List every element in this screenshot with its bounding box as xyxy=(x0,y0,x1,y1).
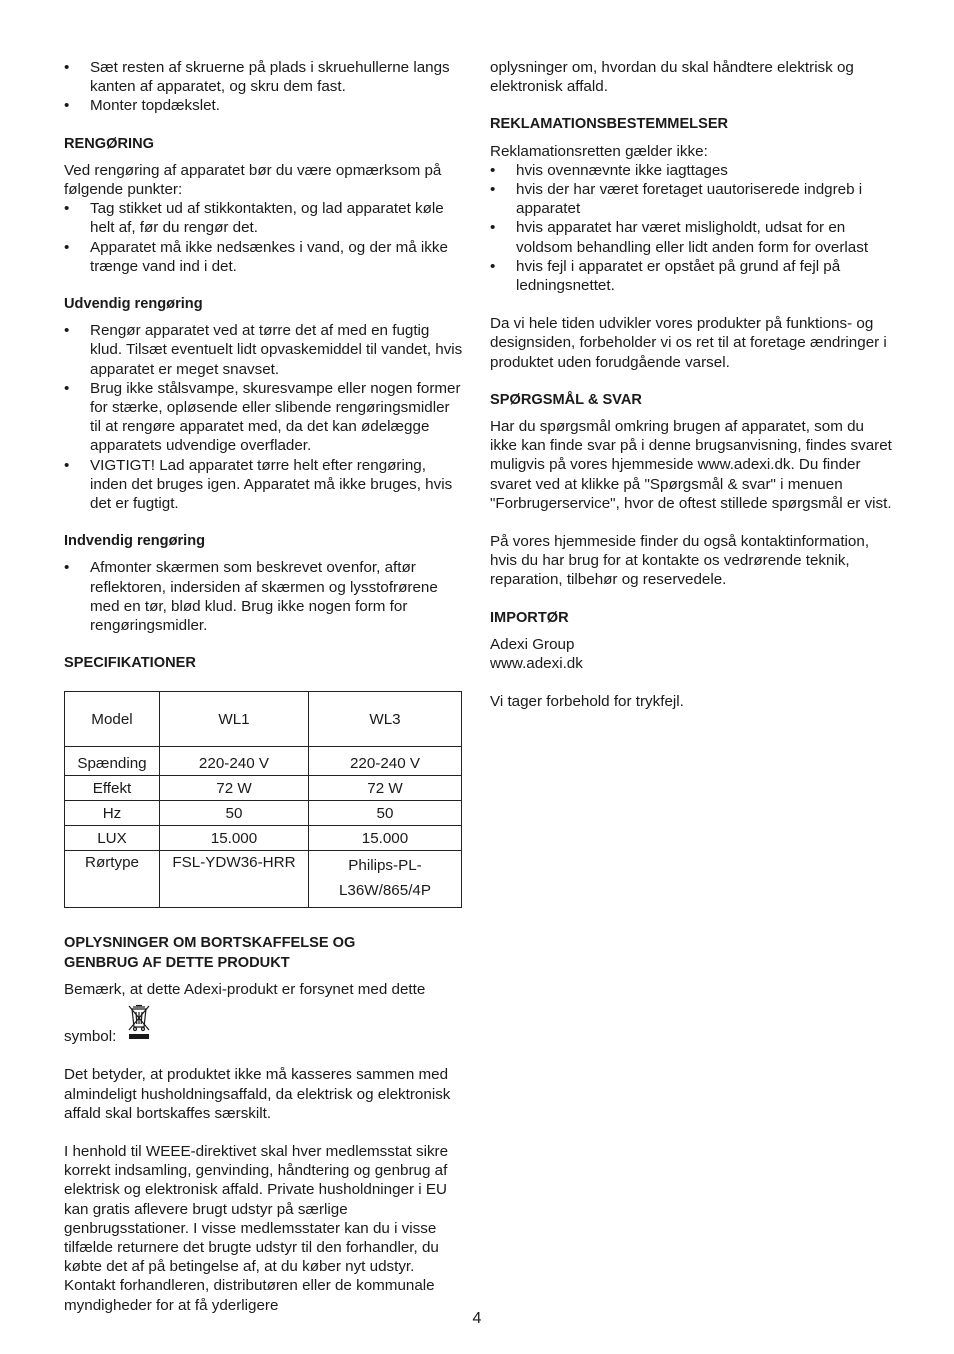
table-cell: Spænding xyxy=(65,747,160,776)
importor-company: Adexi Group xyxy=(490,635,575,653)
reklamation-heading: REKLAMATIONSBESTEMMELSER xyxy=(490,116,729,133)
list-item: • VIGTIGT! Lad apparatet tørre helt efter rengøring, inden det bruges igen. Apparatet må ikke bruges, hvis det er fugtigt. xyxy=(64,456,464,514)
indvendig-heading: Indvendig rengøring xyxy=(64,533,206,550)
table-cell: LUX xyxy=(65,826,160,851)
table-row xyxy=(65,747,462,776)
page-number: 4 xyxy=(472,1310,482,1327)
faq-para2: På vores hjemmeside finder du også kontaktinformation, hvis du har brug for at kontakte os vedrørende teknik, reparation, tilbehør og reservedele. xyxy=(490,533,870,589)
table-cell: 15.000 xyxy=(308,826,461,851)
rengoring-bullet-list xyxy=(64,199,464,276)
table-header-cell: WL1 xyxy=(159,692,308,747)
list-item: • hvis apparatet har været misligholdt, udsat for en voldsom behandling eller lidt anden form for overlast xyxy=(490,218,895,256)
table-cell: FSL-YDW36-HRR xyxy=(159,851,308,908)
continuation-text: oplysninger om, hvordan du skal håndtere elektrisk og elektronisk affald. xyxy=(490,59,854,96)
table-row xyxy=(65,851,462,908)
table-cell: Philips-PL-L36W/865/4P xyxy=(308,851,461,908)
specifikationer-heading: SPECIFIKATIONER xyxy=(64,655,196,672)
table-cell: 15.000 xyxy=(159,826,308,851)
table-header-cell: WL3 xyxy=(308,692,461,747)
bortskaffelse-para2: I henhold til WEEE-direktivet skal hver medlemsstat sikre korrekt indsamling, genvinding, håndtering og genbrug af elektrisk og elektronisk affald. Private husholdninger i EU kan gratis aflevere brugt udstyr på særlige genbrugsstationer. I visse medlemsstater kan du i visse tilfælde returnere det brugte udstyr til den forhandler, du købte det af på betingelse af, at du køber nyt udstyr. Kontakt forhandleren, distributøren eller de kommunale myndigheder for at få yderligere xyxy=(64,1142,449,1314)
reklamation-intro: Reklamationsretten gælder ikke: xyxy=(490,142,708,160)
table-header-cell: Model xyxy=(65,692,160,747)
rengoring-heading: RENGØRING xyxy=(64,135,154,152)
list-item: • Monter topdækslet. xyxy=(64,96,464,115)
faq-para1: Har du spørgsmål omkring brugen af apparatet, som du ikke kan finde svar på i denne brugsanvisning, findes svaret muligvis på vores hjemmeside www.adexi.dk. Du finder svaret ved at klikke på "Spørgsmål & svar" i menuen "Forbrugerservice", hvor de oftest stillede spørgsmål er vist. xyxy=(490,418,892,512)
symbol-line xyxy=(64,1003,464,1046)
udvendig-bullet-list xyxy=(64,321,464,513)
importor-website: www.adexi.dk xyxy=(490,655,583,673)
rengoring-intro: Ved rengøring af apparatet bør du være opmærksom på følgende punkter: xyxy=(64,161,442,199)
list-item: • Afmonter skærmen som beskrevet ovenfor, aftør reflektoren, indersiden af skærmen og lysstofrørene med en tør, blød klud. Brug ikke nogen form for rengøringsmidler. xyxy=(64,558,464,635)
list-item: • hvis ovennævnte ikke iagttages xyxy=(490,161,895,180)
list-item: • Rengør apparatet ved at tørre det af med en fugtig klud. Tilsæt eventuelt lidt opvaskemiddel til vandet, hvis apparatet er meget snavset. xyxy=(64,321,464,379)
importor-heading: IMPORTØR xyxy=(490,609,569,626)
list-item: • Tag stikket ud af stikkontakten, og lad apparatet køle helt af, før du rengør det. xyxy=(64,199,464,237)
importor-disclaimer: Vi tager forbehold for trykfejl. xyxy=(490,693,684,711)
spec-table xyxy=(64,691,462,908)
symbol-label: symbol: xyxy=(64,1028,117,1046)
table-cell: 50 xyxy=(308,801,461,826)
intro-bullet-list xyxy=(64,58,464,116)
table-cell: 72 W xyxy=(308,776,461,801)
list-item: • Apparatet må ikke nedsænkes i vand, og der må ikke trænge vand ind i det. xyxy=(64,238,464,276)
bortskaffelse-intro: Bemærk, at dette Adexi-produkt er forsynet med dette xyxy=(64,980,426,998)
bortskaffelse-heading-line1: OPLYSNINGER OM BORTSKAFFELSE OG xyxy=(64,935,356,952)
table-row xyxy=(65,826,462,851)
bortskaffelse-para1: Det betyder, at produktet ikke må kasseres sammen med almindeligt husholdningsaffald, da elektrisk og elektronisk affald skal bortskaffes særskilt. xyxy=(64,1066,451,1122)
left-column xyxy=(64,58,464,1315)
right-column xyxy=(490,58,895,711)
table-header-row xyxy=(65,692,462,747)
table-cell: Rørtype xyxy=(65,851,160,908)
reklamation-bullet-list xyxy=(490,161,895,295)
list-item: • Brug ikke stålsvampe, skuresvampe eller nogen former for stærke, opløsende eller slibende rengøringsmidler til at rengøre apparatet med, da det kan ødelægge apparatets udvendige overflader. xyxy=(64,379,464,456)
table-cell: Effekt xyxy=(65,776,160,801)
table-cell: Hz xyxy=(65,801,160,826)
table-cell: 220-240 V xyxy=(159,747,308,776)
table-row xyxy=(65,801,462,826)
list-item: • hvis fejl i apparatet er opstået på grund af fejl på ledningsnettet. xyxy=(490,257,895,295)
table-cell: 50 xyxy=(159,801,308,826)
table-cell: 72 W xyxy=(159,776,308,801)
list-item: • hvis der har været foretaget uautoriserede indgreb i apparatet xyxy=(490,180,895,218)
weee-crossed-bin-icon xyxy=(126,1003,152,1046)
reklamation-para: Da vi hele tiden udvikler vores produkter på funktions- og designsiden, forbeholder vi os ret til at foretage ændringer i produktet uden forudgående varsel. xyxy=(490,315,887,371)
indvendig-bullet-list xyxy=(64,558,464,635)
faq-heading: SPØRGSMÅL & SVAR xyxy=(490,391,642,408)
table-cell: 220-240 V xyxy=(308,747,461,776)
bortskaffelse-heading-line2: GENBRUG AF DETTE PRODUKT xyxy=(64,954,290,971)
list-item: • Sæt resten af skruerne på plads i skruehullerne langs kanten af apparatet, og skru dem fast. xyxy=(64,58,464,96)
table-row xyxy=(65,776,462,801)
udvendig-heading: Udvendig rengøring xyxy=(64,296,203,313)
